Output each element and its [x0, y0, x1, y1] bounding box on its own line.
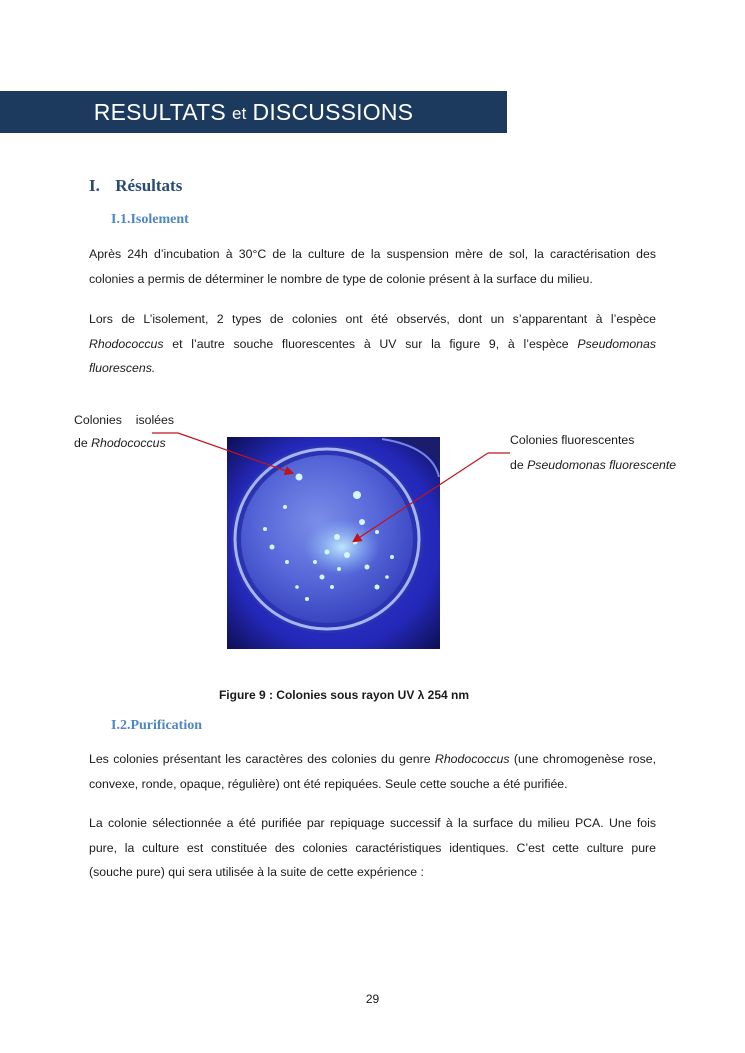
colony: [390, 555, 394, 559]
figure-caption: Figure 9 : Colonies sous rayon UV λ 254 nm: [218, 688, 470, 702]
colony: [283, 505, 287, 509]
label-word: isolées: [135, 413, 174, 427]
italic-fluorescens: fluorescens.: [89, 361, 156, 375]
colony: [305, 597, 309, 601]
paragraph-purification-1: [89, 747, 656, 796]
label-word: de: [74, 436, 92, 450]
chapter-banner: [0, 91, 507, 133]
section-heading-resultats: [89, 176, 182, 196]
colony: [313, 560, 317, 564]
colony: [344, 552, 350, 558]
text-line: [89, 356, 656, 381]
colony: [295, 585, 299, 589]
label-italic: Pseudomonas fluorescente: [527, 458, 677, 472]
colony: [296, 474, 303, 481]
colony: [270, 545, 275, 550]
colony: [330, 585, 334, 589]
subsection-heading-purification: [111, 718, 202, 734]
label-line: [74, 432, 174, 455]
paragraph-purification-2: [89, 811, 656, 885]
text-fragment: et l’autre souche fluorescentes à UV sur la figure 9, à l’espèce: [163, 336, 578, 351]
text-line: [89, 747, 656, 772]
label-italic: Rhodococcus: [91, 436, 166, 450]
subsection-number: I.2.: [111, 718, 131, 733]
banner-title-part2: et: [231, 104, 247, 123]
banner-title-part1: RESULTATS: [93, 98, 226, 125]
colony: [334, 534, 340, 540]
banner-title-part3: DISCUSSIONS: [252, 98, 414, 125]
colony: [263, 527, 267, 531]
label-pseudomonas: [510, 428, 676, 478]
text-line: colonies a permis de déterminer le nombre de type de colonie présent à la surface du milieu.: [89, 271, 593, 286]
subsection-title: Purification: [130, 718, 202, 733]
label-word: Colonies: [74, 413, 122, 427]
text-line: [89, 332, 656, 357]
colony: [353, 491, 361, 499]
colony: [337, 567, 341, 571]
label-rhodococcus: [74, 409, 174, 455]
label-line: Colonies fluorescentes: [510, 433, 635, 447]
page-number: 29: [365, 992, 380, 1006]
text-fragment: (une chromogenèse rose,: [509, 752, 656, 766]
colony: [320, 575, 325, 580]
colony: [365, 565, 370, 570]
subsection-heading-isolement: [111, 212, 189, 228]
label-line: [74, 409, 174, 432]
text-line: Lors de L’isolement, 2 types de colonies ont été observés, dont un s’apparentant à l’espèce: [89, 312, 656, 326]
text-fragment: Les colonies présentant les caractères des colonies du genre: [89, 752, 435, 766]
petri-dish-uv-photo: [227, 437, 440, 649]
text-line: Après 24h d’incubation à 30°C de la culture de la suspension mère de sol, la caractérisation des: [89, 247, 656, 261]
colony: [359, 519, 365, 525]
colony: [325, 550, 330, 555]
italic-pseudomonas: Pseudomonas: [577, 336, 656, 351]
text-line: La colonie sélectionnée a été purifiée par repiquage successif à la surface du milieu PCA. Une fois: [89, 816, 656, 830]
section-title: Résultats: [115, 176, 183, 195]
label-line: [510, 453, 676, 478]
italic-rhodococcus: Rhodococcus: [89, 336, 164, 351]
paragraph-isolement-1: [89, 242, 656, 291]
text-line: convexe, ronde, opaque, régulière) ont été repiquées. Seule cette souche a été purifiée.: [89, 776, 568, 791]
colony: [385, 575, 389, 579]
section-number: I.: [89, 176, 100, 195]
subsection-title: Isolement: [130, 212, 189, 227]
text-line: (souche pure) qui sera utilisée à la suite de cette expérience :: [89, 865, 424, 879]
colony: [375, 530, 379, 534]
colony: [285, 560, 289, 564]
paragraph-isolement-2: [89, 307, 656, 381]
colony: [353, 540, 358, 545]
label-word: de: [510, 458, 528, 472]
italic-rhodococcus: Rhodococcus: [434, 752, 510, 766]
subsection-number: I.1.: [111, 212, 131, 227]
text-line: pure, la culture est constituée des colonies caractéristiques identiques. C’est cette culture pure: [89, 840, 656, 855]
colony: [375, 585, 380, 590]
